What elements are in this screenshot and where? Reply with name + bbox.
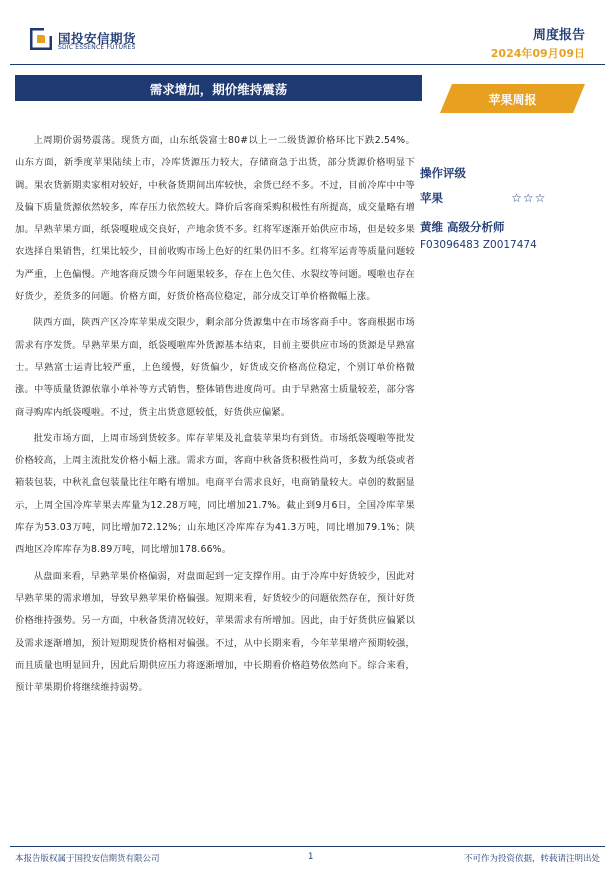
logo-en-text: SDIC ESSENCE FUTURES [58,44,136,51]
footer-divider [10,846,605,847]
logo-mark-icon [30,28,52,50]
rating-title: 操作评级 [420,166,466,180]
paragraph: 批发市场方面，上周市场到货较多。库存苹果及礼盒装苹果均有到货。市场纸袋嘎啦等批发价格较高，上周主流批发价格小幅上涨。需求方面，客商中秋备货积极性尚可，多数为纸袋或者箱装包装，中秋礼盒包装量比往年略有增加。电商平台需求良好，电商销量较大。卓创的数据显示，上周全国冷库苹果去库量为12.28万吨，同比增加21.7%。截止到9月6日，全国冷库苹果库存为53.03万吨，同比增加72.12%；山东地区冷库库存为41.3万吨，同比增加79.1%；陕西地区冷库库存为8.89万吨，同比增加178.66%。 [15,432,415,556]
category-label: 苹果周报 [488,93,537,107]
report-title: 需求增加，期价维持震荡 [149,82,288,97]
sidebar [420,165,600,251]
paragraph: 从盘面来看，早熟苹果价格偏弱，对盘面起到一定支撑作用。由于冷库中好货较少，因此对早熟苹果的需求增加，导致早熟苹果价格偏强。短期来看，好货较少的问题依然存在，预计好货价格维持强势。另一方面，中秋备货清况较好，苹果需求有所增加。因此，由于好货供应偏紧以及需求逐渐增加，预计短期现货价格相对偏强。不过，从中长期来看，今年苹果增产预期较强，而且质量也明显回升，因此后期供应压力将逐渐增加，中长期看价格趋势依然向下。综合来看，预计苹果期价将继续维持弱势。 [15,570,415,694]
rating-row [420,187,600,203]
footer-copyright: 本报告版权属于国投安信期货有限公司 [15,854,160,864]
logo-cn-text: 国投安信期货 [58,31,137,46]
footer-disclaimer: 不可作为投资依据，转载请注明出处 [463,854,600,864]
report-body [15,130,415,703]
rating-stars-icon: ☆☆☆ [511,191,547,205]
analyst-name: 黄维 高级分析师 [420,220,505,234]
header-divider [10,64,605,65]
page-number: 1 [308,852,314,862]
rating-item: 苹果 [420,191,443,205]
paragraph: 陕西方面，陕西产区冷库苹果成交限少，剩余部分货源集中在市场客商手中。客商根据市场需求有序发货。早熟苹果方面，纸袋嘎啦库外货源基本结束，目前主要供应市场的货源是早熟富士。早熟富士运青比较严重，上色缓慢，好货偏少，好货成交价格高位稳定，个别订单价格微涨。中等质量货源依靠小单补等方式销售，整体销售进度尚可。由于早熟富士质量较差，部分客商寻购库内纸袋嘎啦。不过，货主出货意愿较低，好货供应偏紧。 [15,317,415,418]
category-tag [440,84,585,113]
paragraph: 上周期价弱势震荡。现货方面，山东纸袋富士80#以上一二级货源价格环比下跌2.54%。山东方面，新季度苹果陆续上市，冷库货源压力较大，存储商急于出货，部分货源价格明显下调。果农货新期卖家相对较好，中秋备货期间出库较快，余货已经不多。不过，目前冷库中中等及偏下质量货源依然较多，库存压力依然较大。降价后客商采购积极性有所提高，成交量略有增加。早熟苹果方面，纸袋嘎啦成交良好，产地余货不多。红将军逐渐开始供应市场，但是较多果农选择自果销售，红果比较少，目前收购市场上色好的红果仍旧不多。红将军运青等质量问题较为严重，上色偏慢。产地客商反馈今年问题果较多，存在上色欠佳、水裂纹等问题。嘎啦也存在好货少，差货多的问题。价格方面，好货价格高位稳定，部分成交订单价格微幅上涨。 [15,135,415,303]
title-bar [15,75,422,101]
analyst-license: F03096483 Z0017474 [420,239,537,251]
report-type: 周度报告 [532,28,585,43]
report-date: 2024年09月09日 [490,47,585,60]
company-logo [30,28,180,54]
